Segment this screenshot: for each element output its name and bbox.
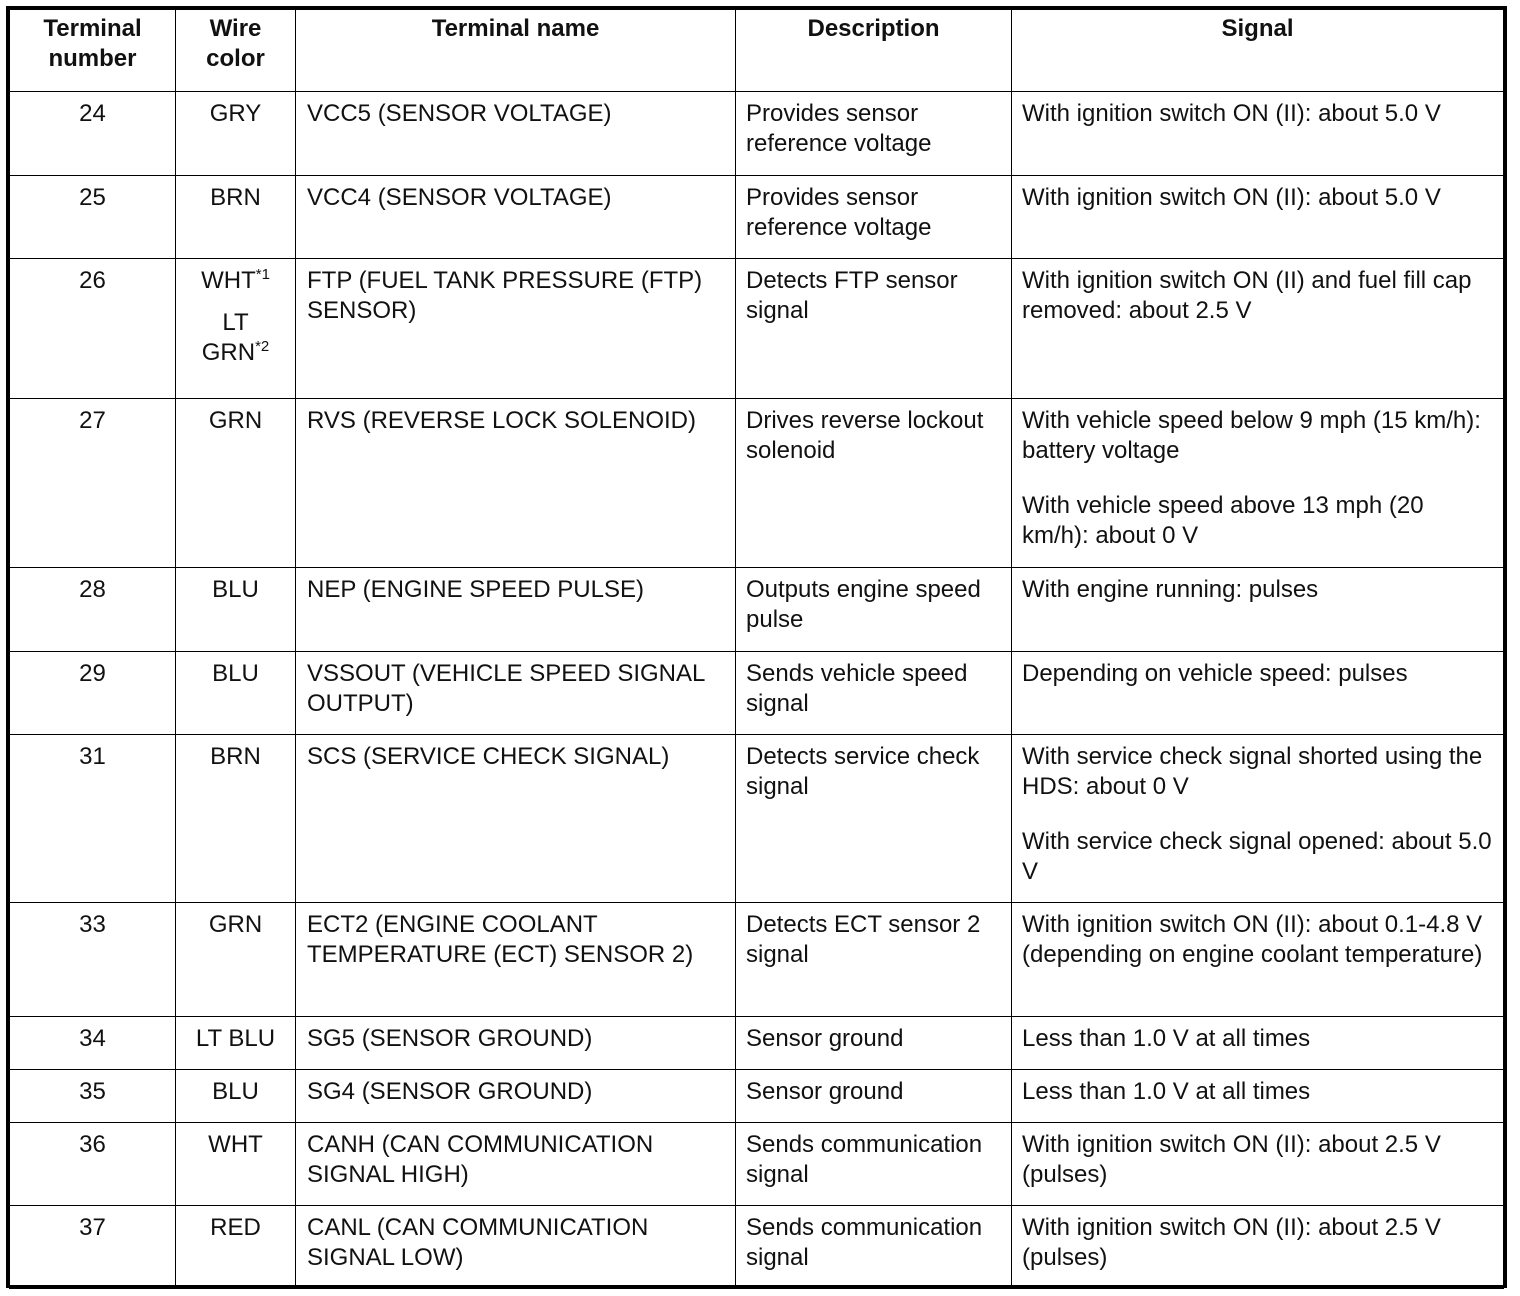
table-row <box>10 652 1504 735</box>
header-signal: Signal <box>1012 10 1504 92</box>
terminal-description: Sends communication signal <box>736 1206 1012 1289</box>
signal-text: With ignition switch ON (II): about 0.1-4.8 V (depending on engine coolant temperature) <box>1022 911 1483 968</box>
signal-text: Less than 1.0 V at all times <box>1022 1025 1311 1052</box>
signal-text: With vehicle speed below 9 mph (15 km/h): battery voltage <box>1022 407 1481 464</box>
wire-color: LT BLU <box>176 1017 296 1070</box>
table-row <box>10 399 1504 568</box>
terminal-number: 31 <box>10 735 176 903</box>
signal-text: With ignition switch ON (II): about 5.0 V <box>1022 100 1441 127</box>
header-row <box>10 10 1504 92</box>
wire-color: GRN <box>176 903 296 1017</box>
terminal-number: 37 <box>10 1206 176 1289</box>
wire-color: WHT <box>176 1123 296 1206</box>
signal-text: With vehicle speed above 13 mph (20 km/h): about 0 V <box>1022 492 1424 549</box>
wire-color: BLU <box>176 1070 296 1123</box>
terminal-signal <box>1012 1070 1504 1123</box>
terminal-description: Outputs engine speed pulse <box>736 568 1012 652</box>
wire-color-value: LT GRN <box>201 309 256 366</box>
table-row <box>10 92 1504 176</box>
wire-color: BLU <box>176 652 296 735</box>
terminal-signal <box>1012 735 1504 903</box>
terminal-number: 35 <box>10 1070 176 1123</box>
terminal-signal <box>1012 399 1504 568</box>
signal-text: With engine running: pulses <box>1022 576 1319 603</box>
terminal-number: 28 <box>10 568 176 652</box>
wire-color: BRN <box>176 735 296 903</box>
table-row <box>10 1070 1504 1123</box>
terminal-description: Detects ECT sensor 2 signal <box>736 903 1012 1017</box>
terminal-signal <box>1012 259 1504 399</box>
terminal-name: FTP (FUEL TANK PRESSURE (FTP) SENSOR) <box>296 259 736 399</box>
terminal-name: NEP (ENGINE SPEED PULSE) <box>296 568 736 652</box>
terminal-signal <box>1012 903 1504 1017</box>
terminal-description: Sends vehicle speed signal <box>736 652 1012 735</box>
header-terminal-number: Terminal number <box>10 10 176 92</box>
wire-color-value: WHT <box>201 267 256 294</box>
table-row <box>10 1206 1504 1289</box>
terminal-number: 27 <box>10 399 176 568</box>
terminal-number: 26 <box>10 259 176 399</box>
terminal-signal <box>1012 1206 1504 1289</box>
table-row <box>10 568 1504 652</box>
signal-text: Less than 1.0 V at all times <box>1022 1078 1311 1105</box>
table-row <box>10 903 1504 1017</box>
signal-text: With ignition switch ON (II): about 5.0 V <box>1022 184 1441 211</box>
terminal-name: SG5 (SENSOR GROUND) <box>296 1017 736 1070</box>
terminal-signal <box>1012 92 1504 176</box>
footnote-marker: *1 <box>255 266 270 283</box>
terminal-signal <box>1012 568 1504 652</box>
footnote-marker: *2 <box>255 338 270 355</box>
table-row <box>10 259 1504 399</box>
terminal-number: 34 <box>10 1017 176 1070</box>
header-terminal-name: Terminal name <box>296 10 736 92</box>
terminal-name: CANL (CAN COMMUNICATION SIGNAL LOW) <box>296 1206 736 1289</box>
header-description: Description <box>736 10 1012 92</box>
table-row <box>10 1123 1504 1206</box>
terminal-description: Sensor ground <box>736 1070 1012 1123</box>
wire-color: RED <box>176 1206 296 1289</box>
terminal-name: VSSOUT (VEHICLE SPEED SIGNAL OUTPUT) <box>296 652 736 735</box>
signal-text: With ignition switch ON (II): about 2.5 V (pulses) <box>1022 1214 1441 1271</box>
terminal-description: Drives reverse lockout solenoid <box>736 399 1012 568</box>
terminal-description: Detects service check signal <box>736 735 1012 903</box>
terminal-description: Sensor ground <box>736 1017 1012 1070</box>
table-row <box>10 176 1504 259</box>
wire-color: BRN <box>176 176 296 259</box>
terminal-number: 25 <box>10 176 176 259</box>
terminal-number: 24 <box>10 92 176 176</box>
terminal-name: RVS (REVERSE LOCK SOLENOID) <box>296 399 736 568</box>
terminal-name: CANH (CAN COMMUNICATION SIGNAL HIGH) <box>296 1123 736 1206</box>
terminal-signal <box>1012 1017 1504 1070</box>
signal-text: With ignition switch ON (II) and fuel fill cap removed: about 2.5 V <box>1022 267 1472 324</box>
wire-color: GRN <box>176 399 296 568</box>
header-wire-color: Wire color <box>176 10 296 92</box>
wire-color: GRY <box>176 92 296 176</box>
terminal-name: SG4 (SENSOR GROUND) <box>296 1070 736 1123</box>
terminal-table <box>9 9 1504 1289</box>
terminal-name: ECT2 (ENGINE COOLANT TEMPERATURE (ECT) SENSOR 2) <box>296 903 736 1017</box>
wire-color <box>176 259 296 399</box>
terminal-signal <box>1012 652 1504 735</box>
signal-text: With service check signal opened: about 5.0 V <box>1022 828 1492 885</box>
terminal-name: SCS (SERVICE CHECK SIGNAL) <box>296 735 736 903</box>
terminal-table-document <box>6 6 1507 1288</box>
table-row <box>10 735 1504 903</box>
terminal-name: VCC4 (SENSOR VOLTAGE) <box>296 176 736 259</box>
terminal-number: 33 <box>10 903 176 1017</box>
terminal-description: Provides sensor reference voltage <box>736 92 1012 176</box>
terminal-description: Provides sensor reference voltage <box>736 176 1012 259</box>
wire-color-option <box>186 308 285 368</box>
signal-text: Depending on vehicle speed: pulses <box>1022 660 1408 687</box>
signal-text: With ignition switch ON (II): about 2.5 V (pulses) <box>1022 1131 1441 1188</box>
terminal-description: Detects FTP sensor signal <box>736 259 1012 399</box>
terminal-signal <box>1012 1123 1504 1206</box>
wire-color: BLU <box>176 568 296 652</box>
signal-text: With service check signal shorted using the HDS: about 0 V <box>1022 743 1483 800</box>
terminal-number: 36 <box>10 1123 176 1206</box>
terminal-description: Sends communication signal <box>736 1123 1012 1206</box>
terminal-signal <box>1012 176 1504 259</box>
terminal-number: 29 <box>10 652 176 735</box>
wire-color-option <box>186 266 285 296</box>
terminal-name: VCC5 (SENSOR VOLTAGE) <box>296 92 736 176</box>
table-row <box>10 1017 1504 1070</box>
